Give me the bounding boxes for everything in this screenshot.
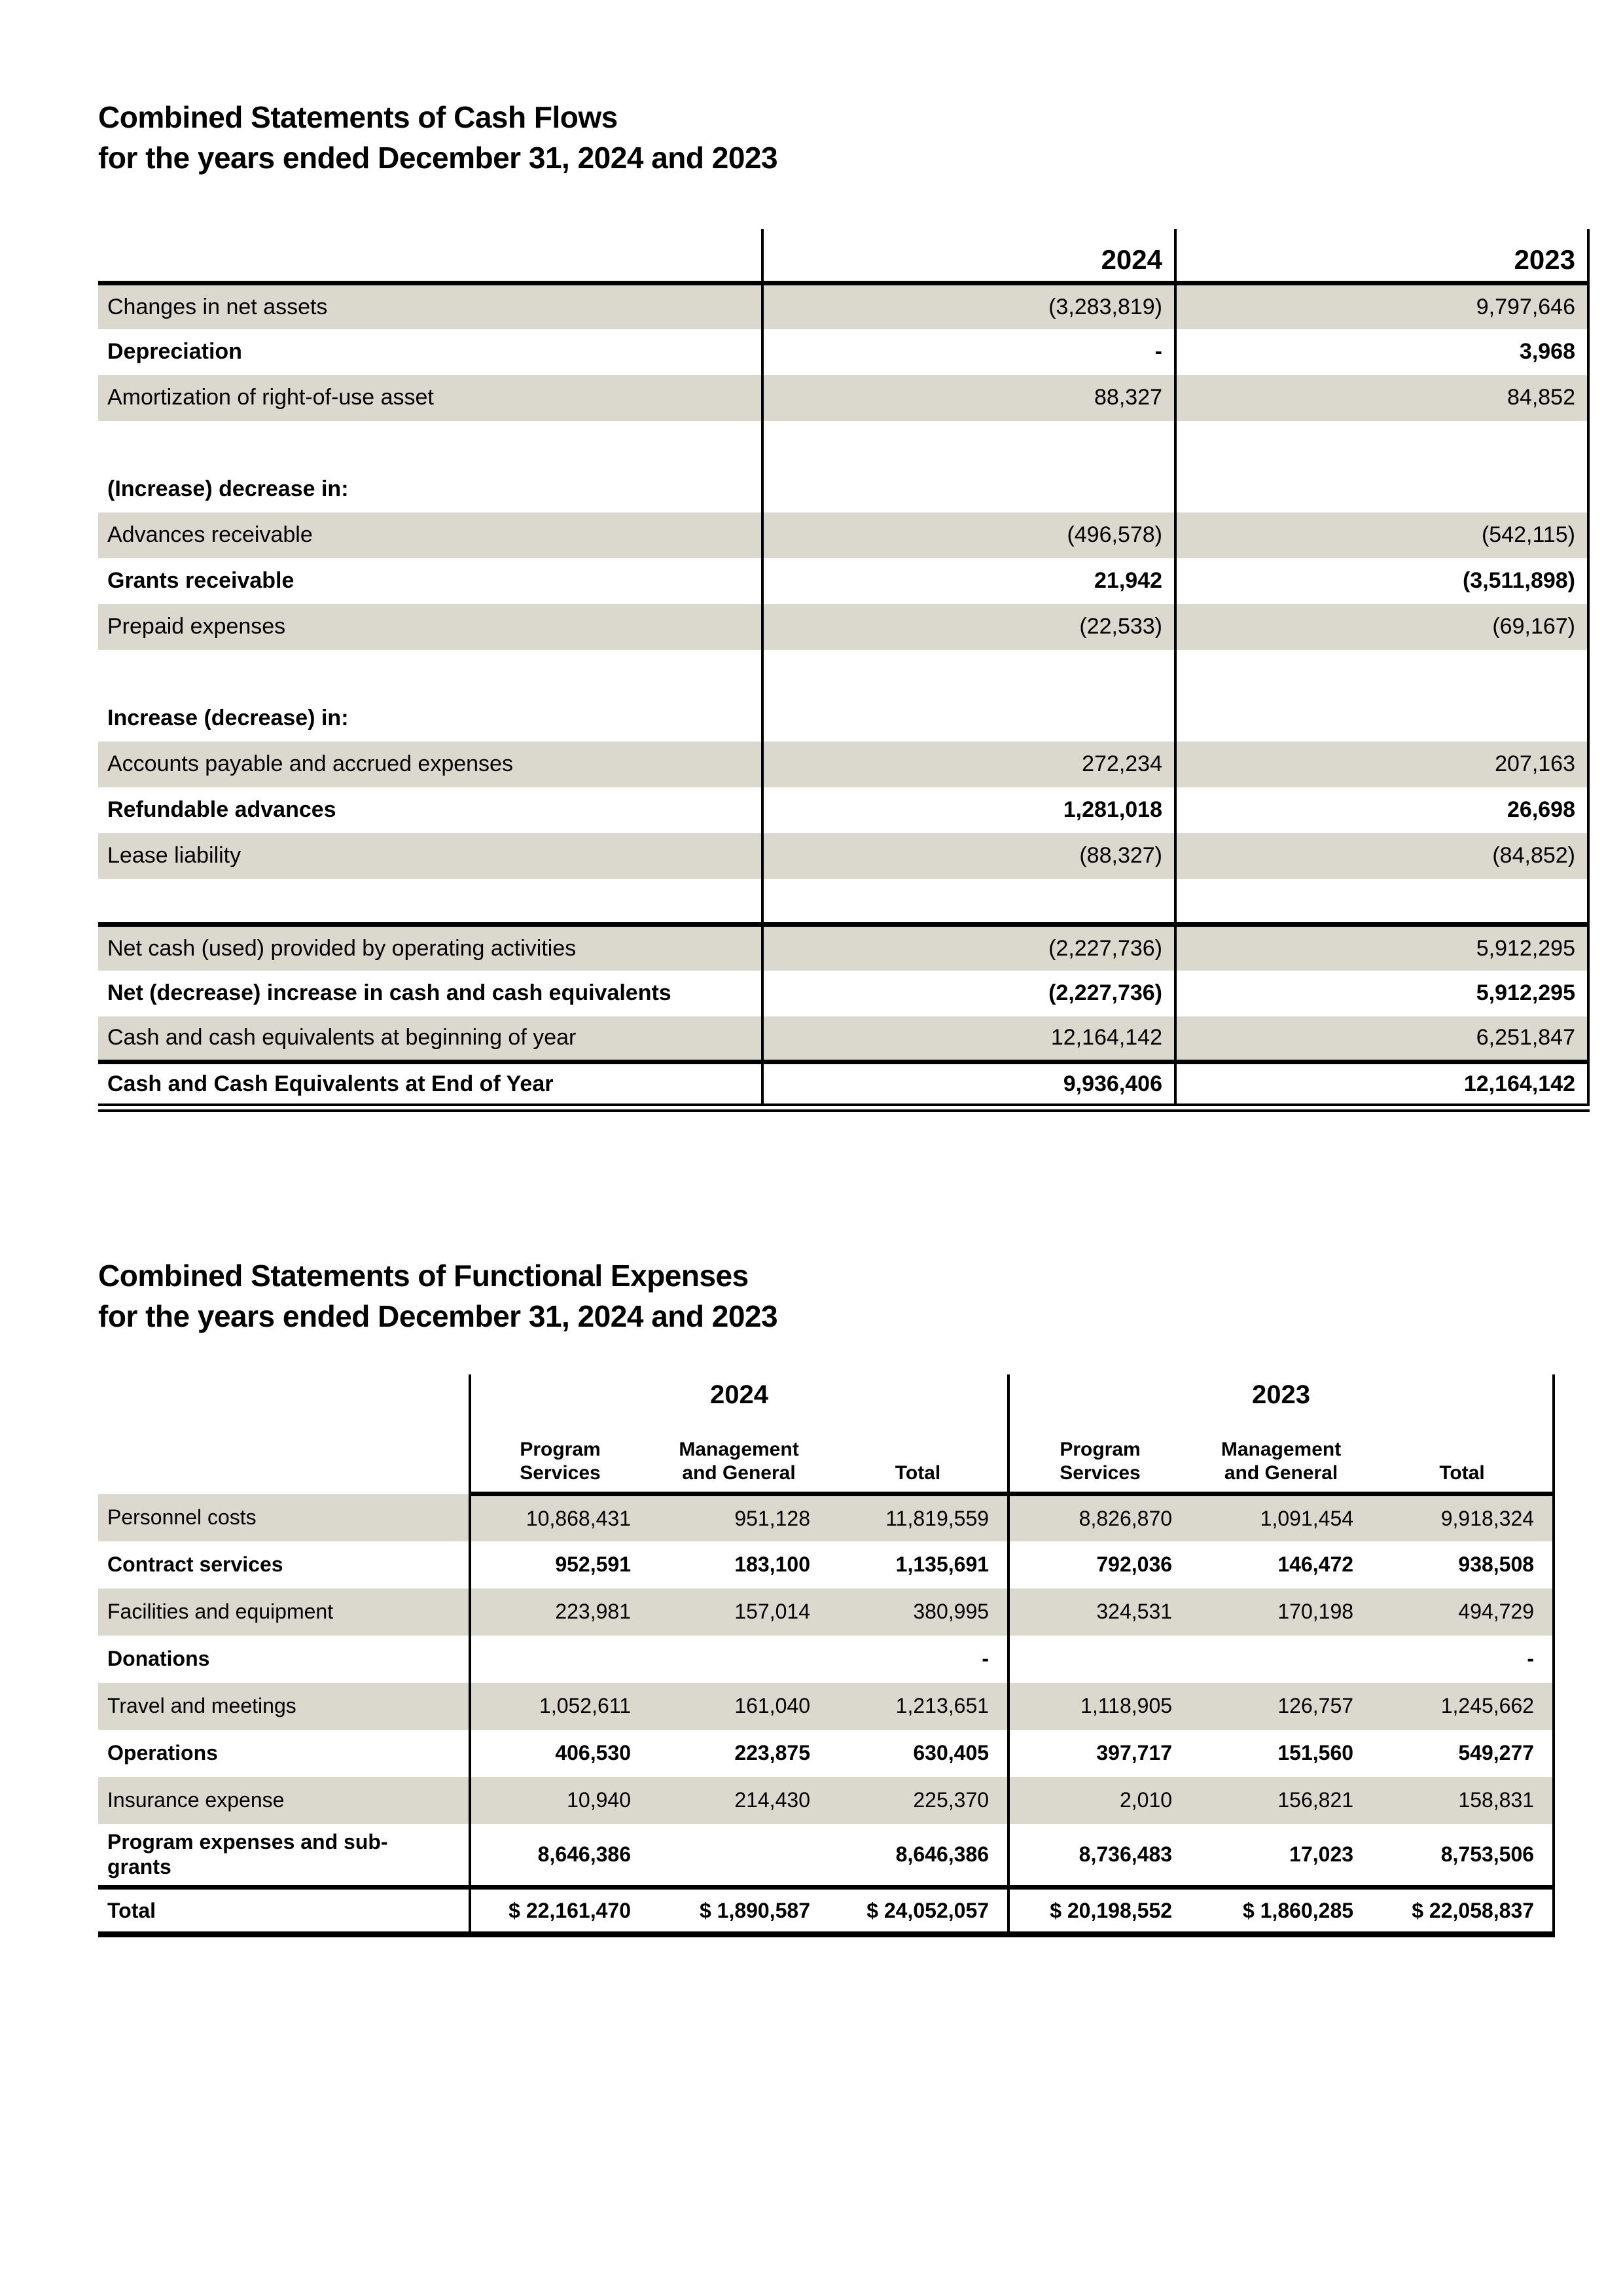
cash-flow-row [98,1016,1588,1062]
amount-2024: (88,327) [762,833,1175,879]
amount-cell: 1,245,662 [1372,1683,1554,1730]
amount-cell: $ 22,161,470 [470,1888,649,1935]
amount-cell: 170,198 [1190,1588,1372,1636]
row-label: Net cash (used) provided by operating activities [98,925,762,971]
amount-cell: 8,753,506 [1372,1824,1554,1888]
section-header-row [98,696,1588,742]
amount-2023: 3,968 [1175,329,1588,375]
amount-2024: (496,578) [762,512,1175,558]
amount-cell: 223,981 [470,1588,649,1636]
amount-2023: (3,511,898) [1175,558,1588,604]
row-label: Grants receivable [107,568,294,593]
amount-cell: 951,128 [649,1494,829,1541]
row-label: Facilities and equipment [98,1588,470,1636]
row-label: Refundable advances [107,797,336,822]
expense-row [98,1683,1554,1730]
amount-cell: 1,135,691 [895,1552,990,1576]
amount-2023: 207,163 [1175,742,1588,787]
amount-2024: (2,227,736) [762,971,1175,1016]
expense-row [98,1636,1554,1683]
amount-cell: - [982,1647,990,1670]
amount-2024: (22,533) [762,604,1175,650]
amount-cell: 225,370 [829,1777,1008,1824]
row-label: Program expenses and sub-grants [107,1830,388,1879]
section-label: Increase (decrease) in: [107,706,349,730]
amount-cell [1008,1636,1190,1683]
amount-cell: 223,875 [734,1741,810,1765]
row-label: Travel and meetings [98,1683,470,1730]
row-label: Depreciation [107,339,242,364]
amount-cell: $ 20,198,552 [1008,1888,1190,1935]
spacer-row [98,650,1588,696]
row-label: Personnel costs [98,1494,470,1541]
cash-flow-row [98,742,1588,787]
amount-2023: 84,852 [1175,375,1588,421]
amount-2023: 12,164,142 [1175,1062,1588,1108]
expense-row [98,1541,1554,1588]
row-label: Net (decrease) increase in cash and cash equivalents [107,980,671,1005]
amount-cell [649,1824,829,1888]
amount-cell: 161,040 [649,1683,829,1730]
amount-cell: $ 22,058,837 [1372,1888,1554,1935]
amount-2024: 12,164,142 [762,1016,1175,1062]
amount-2023: 6,251,847 [1175,1016,1588,1062]
amount-cell: 10,940 [470,1777,649,1824]
functional-expenses-table [98,1374,1555,1937]
cash-flows-header-row [98,229,1588,283]
row-label: Donations [107,1647,210,1670]
amount-cell: $ 24,052,057 [829,1888,1008,1935]
amount-2023: (69,167) [1175,604,1588,650]
year-column-header-2024: 2024 [762,229,1175,283]
amount-cell: 17,023 [1289,1842,1354,1866]
cash-flows-title-line1: Combined Statements of Cash Flows [98,100,618,134]
amount-2024: 272,234 [762,742,1175,787]
amount-cell: 1,213,651 [829,1683,1008,1730]
amount-cell: 214,430 [649,1777,829,1824]
cash-flow-total-row [98,1062,1588,1108]
spacer-row [98,879,1588,925]
row-label: Insurance expense [98,1777,470,1824]
sub-column-header-program-services: Program Services [470,1415,649,1494]
year-column-header-2023: 2023 [1175,229,1588,283]
amount-2023: (84,852) [1175,833,1588,879]
amount-2024: 21,942 [762,558,1175,604]
amount-cell: 126,757 [1190,1683,1372,1730]
cash-flow-row [98,604,1588,650]
amount-cell: 8,736,483 [1008,1824,1190,1888]
amount-cell: 8,646,386 [470,1824,649,1888]
year-group-header-2024: 2024 [470,1374,1008,1415]
section-label: (Increase) decrease in: [107,476,349,501]
cash-flow-row [98,833,1588,879]
cash-flow-row [98,925,1588,971]
row-label: Cash and cash equivalents at beginning of year [98,1016,762,1062]
amount-2024: 1,281,018 [762,787,1175,833]
cash-flow-row [98,787,1588,833]
amount-cell [649,1636,829,1683]
cash-flows-title [98,97,777,178]
amount-2024: 9,936,406 [762,1062,1175,1108]
amount-cell: 494,729 [1372,1588,1554,1636]
amount-cell: 157,014 [649,1588,829,1636]
cash-flow-row [98,329,1588,375]
expense-row [98,1777,1554,1824]
row-label: Advances receivable [98,512,762,558]
amount-cell: 630,405 [913,1741,990,1765]
expense-row [98,1824,1554,1888]
row-label: Operations [107,1741,218,1765]
amount-cell: 11,819,559 [829,1494,1008,1541]
year-group-header-2023: 2023 [1008,1374,1554,1415]
amount-cell: 10,868,431 [470,1494,649,1541]
amount-cell: 9,918,324 [1372,1494,1554,1541]
amount-2023: 9,797,646 [1175,283,1588,329]
amount-cell: 938,508 [1372,1541,1554,1588]
row-label: Cash and Cash Equivalents at End of Year [98,1062,762,1108]
amount-cell: 156,821 [1190,1777,1372,1824]
expense-row [98,1730,1554,1777]
empty-header-cell [98,229,762,283]
amount-cell: 952,591 [470,1541,649,1588]
amount-cell: - [1372,1636,1554,1683]
cash-flow-row [98,971,1588,1016]
amount-cell: 549,277 [1372,1730,1554,1777]
sub-column-header-row [98,1415,1554,1494]
amount-cell: 2,010 [1008,1777,1190,1824]
functional-expenses-title-line2: for the years ended December 31, 2024 and 2023 [98,1299,778,1333]
amount-cell: $ 1,890,587 [649,1888,829,1935]
sub-column-header-total: Total [1372,1415,1554,1494]
sub-column-header-program-services: Program Services [1008,1415,1190,1494]
amount-cell: 151,560 [1277,1741,1354,1765]
amount-cell: 8,826,870 [1008,1494,1190,1541]
amount-cell: 397,717 [1008,1730,1190,1777]
amount-cell: 1,052,611 [470,1683,649,1730]
amount-2024: (2,227,736) [762,925,1175,971]
expense-row [98,1588,1554,1636]
expense-total-row [98,1888,1554,1935]
functional-expenses-title [98,1255,777,1336]
section-header-row [98,467,1588,512]
cash-flow-row [98,512,1588,558]
row-label: Amortization of right-of-use asset [98,375,762,421]
amount-cell: $ 1,860,285 [1190,1888,1372,1935]
empty-header-cell [98,1415,470,1494]
cash-flows-table [98,229,1590,1112]
row-label: Contract services [107,1552,283,1576]
row-label: Accounts payable and accrued expenses [98,742,762,787]
row-label: Lease liability [98,833,762,879]
cash-flow-row [98,375,1588,421]
amount-cell [1190,1636,1372,1683]
cash-flows-title-line2: for the years ended December 31, 2024 and 2023 [98,141,778,175]
amount-cell: 8,646,386 [895,1842,990,1866]
amount-cell: 1,118,905 [1008,1683,1190,1730]
sub-column-header-management-general: Management and General [649,1415,829,1494]
amount-cell: 146,472 [1277,1552,1354,1576]
amount-2024: - [762,329,1175,375]
empty-header-cell [98,1374,470,1415]
cash-flow-row [98,283,1588,329]
amount-cell: 792,036 [1008,1541,1190,1588]
sub-column-header-total: Total [829,1415,1008,1494]
cash-flow-row [98,558,1588,604]
amount-2023: (542,115) [1175,512,1588,558]
row-label: Changes in net assets [98,283,762,329]
amount-cell: 324,531 [1008,1588,1190,1636]
amount-2023: 5,912,295 [1175,925,1588,971]
amount-cell [470,1636,649,1683]
year-group-header-row [98,1374,1554,1415]
sub-column-header-management-general: Management and General [1190,1415,1372,1494]
amount-cell: 183,100 [734,1552,810,1576]
amount-2024: 88,327 [762,375,1175,421]
functional-expenses-title-line1: Combined Statements of Functional Expenses [98,1259,749,1293]
expense-row [98,1494,1554,1541]
amount-cell: 1,091,454 [1190,1494,1372,1541]
row-label: Total [98,1888,470,1935]
spacer-row [98,421,1588,467]
amount-2024: (3,283,819) [762,283,1175,329]
amount-cell: 158,831 [1372,1777,1554,1824]
row-label: Prepaid expenses [98,604,762,650]
amount-cell: 406,530 [470,1730,649,1777]
amount-2023: 5,912,295 [1175,971,1588,1016]
amount-cell: 380,995 [829,1588,1008,1636]
amount-2023: 26,698 [1175,787,1588,833]
